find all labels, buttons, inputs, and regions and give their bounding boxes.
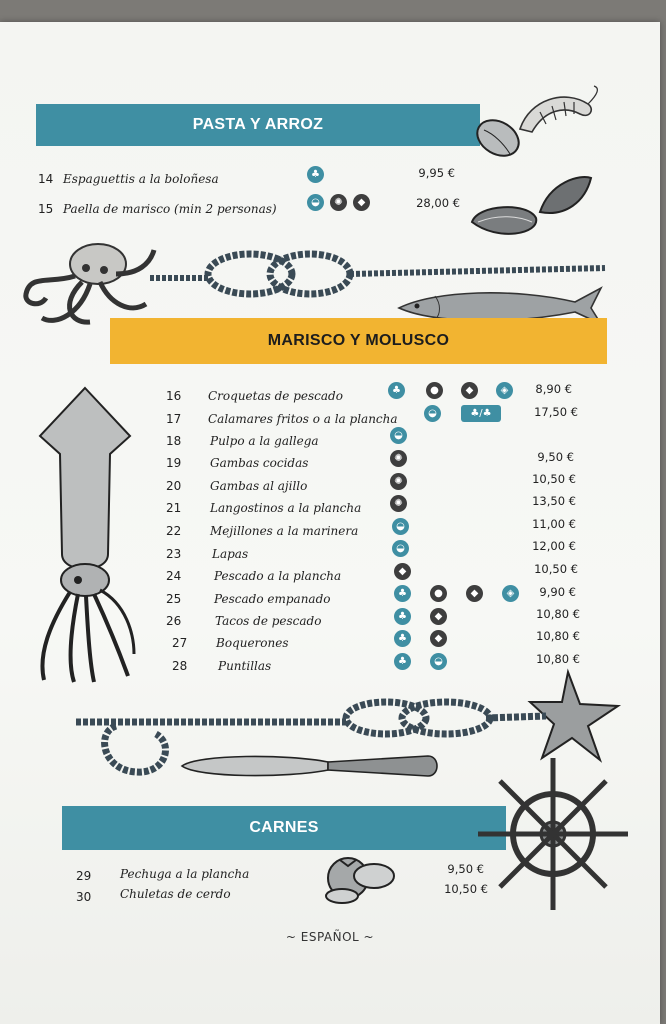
item-number: 14 [38, 172, 54, 186]
item-number: 28 [172, 659, 188, 673]
item-number: 26 [166, 614, 182, 628]
item-name: Pulpo a la gallega [210, 434, 319, 448]
item-price: 11,00 € [532, 517, 576, 531]
item-price: 10,50 € [534, 562, 578, 576]
item-name: Puntillas [218, 659, 272, 673]
fish-icon: ◆ [430, 630, 447, 647]
item-number: 21 [166, 501, 182, 515]
milk-icon: ◈ [502, 585, 519, 602]
item-price: 9,95 € [418, 166, 455, 180]
crustacean-icon: ✺ [390, 495, 407, 512]
item-price: 9,90 € [539, 585, 576, 599]
item-price: 8,90 € [535, 382, 572, 396]
gluten-icon: ♣ [394, 608, 411, 625]
item-price: 10,80 € [536, 629, 580, 643]
item-name: Gambas al ajillo [210, 479, 308, 493]
section-title-marisco: MARISCO Y MOLUSCO [110, 318, 607, 364]
mollusc-icon: ◒ [390, 427, 407, 444]
item-name: Calamares fritos o a la plancha [208, 412, 398, 426]
item-number: 30 [76, 890, 92, 904]
gluten-icon: ♣ [394, 630, 411, 647]
menu-page [0, 22, 660, 1024]
mollusc-icon: ◒ [430, 653, 447, 670]
crustacean-icon: ✺ [390, 473, 407, 490]
mussel-illustration [470, 110, 530, 170]
item-price: 9,50 € [447, 862, 484, 876]
crustacean-icon: ✺ [330, 194, 347, 211]
item-number: 19 [166, 456, 182, 470]
item-name: Tacos de pescado [215, 614, 322, 628]
egg-icon: ● [426, 382, 443, 399]
item-number: 16 [166, 389, 182, 403]
mollusc-icon: ◒ [307, 194, 324, 211]
item-price: 10,80 € [536, 607, 580, 621]
fish-icon: ◆ [353, 194, 370, 211]
milk-icon: ◈ [496, 382, 513, 399]
mollusc-icon: ◒ [424, 405, 441, 422]
gluten-optional-icon: ♣/♣ [461, 405, 501, 422]
item-number: 23 [166, 547, 182, 561]
item-name: Pechuga a la plancha [120, 867, 250, 881]
gluten-icon: ♣ [394, 653, 411, 670]
item-price: 28,00 € [416, 196, 460, 210]
item-number: 29 [76, 869, 92, 883]
item-name: Pescado a la plancha [214, 569, 342, 583]
fish-icon: ◆ [430, 608, 447, 625]
mollusc-icon: ◒ [392, 518, 409, 535]
item-price: 12,00 € [532, 539, 576, 553]
item-number: 20 [166, 479, 182, 493]
fish-icon: ◆ [466, 585, 483, 602]
item-name: Chuletas de cerdo [120, 887, 231, 901]
item-name: Espaguettis a la boloñesa [63, 172, 219, 186]
mussel-illustration [535, 172, 595, 222]
fish-icon: ◆ [394, 563, 411, 580]
gluten-icon: ♣ [307, 166, 324, 183]
item-name: Boquerones [216, 636, 289, 650]
section-title-carnes: CARNES [62, 806, 506, 850]
item-name: Pescado empanado [214, 592, 331, 606]
tomato-illustration [322, 848, 398, 904]
item-number: 15 [38, 202, 54, 216]
gluten-icon: ♣ [394, 585, 411, 602]
item-price: 17,50 € [534, 405, 578, 419]
mollusc-icon: ◒ [392, 540, 409, 557]
item-price: 10,50 € [532, 472, 576, 486]
item-number: 22 [166, 524, 182, 538]
item-number: 25 [166, 592, 182, 606]
item-price: 13,50 € [532, 494, 576, 508]
item-name: Lapas [212, 547, 249, 561]
item-price: 10,50 € [444, 882, 488, 896]
section-title-pasta: PASTA Y ARROZ [36, 104, 480, 146]
item-name: Gambas cocidas [210, 456, 309, 470]
item-name: Langostinos a la plancha [210, 501, 362, 515]
ship-wheel-illustration [478, 754, 628, 914]
item-number: 18 [166, 434, 182, 448]
mussel-illustration [468, 200, 540, 244]
crustacean-icon: ✺ [390, 450, 407, 467]
item-price: 10,80 € [536, 652, 580, 666]
item-name: Paella de marisco (min 2 personas) [63, 202, 277, 216]
egg-icon: ● [430, 585, 447, 602]
item-number: 24 [166, 569, 182, 583]
fish-icon: ◆ [461, 382, 478, 399]
item-number: 17 [166, 412, 182, 426]
item-number: 27 [172, 636, 188, 650]
language-footer: ~ ESPAÑOL ~ [285, 930, 375, 944]
squid-illustration [30, 384, 140, 684]
item-name: Croquetas de pescado [208, 389, 343, 403]
item-name: Mejillones a la marinera [210, 524, 359, 538]
item-price: 9,50 € [537, 450, 574, 464]
knife-illustration [178, 750, 440, 782]
gluten-icon: ♣ [388, 382, 405, 399]
